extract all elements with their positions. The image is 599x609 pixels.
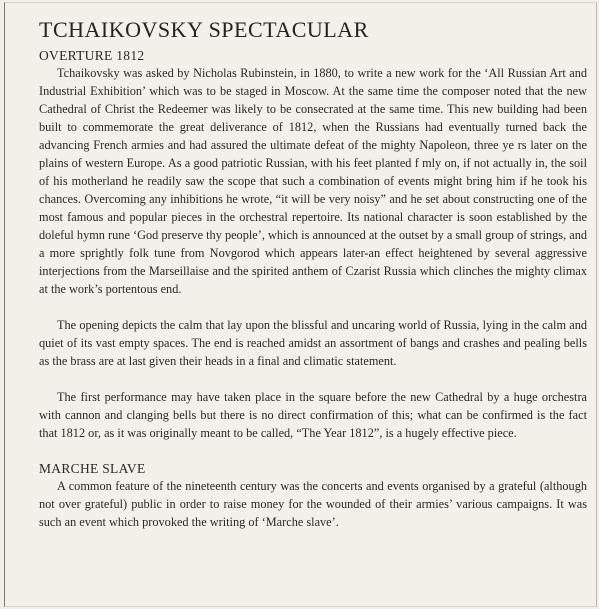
page-title: TCHAIKOVSKY SPECTACULAR	[39, 17, 369, 42]
overture-paragraph-2: The opening depicts the calm that lay upon the blissful and uncaring world of Russia, lying in the calm and quiet of its vast empty spaces. The end is reached amidst an assortment of bangs and crashes and pealing bells as the brass are at last given their heads in a final and climatic statement.	[39, 318, 587, 368]
overture-paragraph-3: The first performance may have taken place in the square before the new Cathedral by a huge orchestra with cannon and clanging bells but there is no direct confirmation of this; what can be confirmed is the fact that 1812 or, as it was originally meant to be called, “The Year 1812”, is a hugely effective piece.	[39, 390, 587, 440]
section-gap	[39, 442, 587, 460]
paragraph-gap	[39, 298, 587, 316]
paragraph-gap	[39, 370, 587, 388]
marche-slave-paragraph-1: A common feature of the nineteenth century was the concerts and events organised by a grateful (although not over grateful) public in order to raise money for the wounded of their armies’ various campaigns. It was such an event which provoked the writing of ‘Marche slave’.	[39, 479, 587, 529]
page-content	[39, 17, 587, 531]
overture-paragraph-1: Tchaikovsky was asked by Nicholas Rubinstein, in 1880, to write a new work for the ‘All Russian Art and Industrial Exhibition’ which was to be staged in Moscow. At the same time the composer noted that the new Cathedral of Christ the Redeemer was likely to be consecrated at the same time. This new building had been built to commemorate the great deliverance of 1812, when the Russians had eventually turned back the advancing French armies and had assured the ultimate defeat of the mighty Napoleon, three ye rs later on the plains of western Europe. As a good patriotic Russian, with his feet planted f mly on, if not actually in, the soil of his motherland he readily saw the scope that such a combination of events might bring him if he took his chances. Overcoming any inhibitions he wrote, “it will be very noisy” and he set about constructing one of the most famous and popular pieces in the orchestral repertoire. Its national character is soon established by the doleful hymn rune ‘God preserve thy people’, which is announced at the outset by a small group of strings, and a more sprightly folk tune from Novgorod which appears later-an effect heightened by several aggressive interjections from the Marseillaise and the spirited anthem of Czarist Russia which clinches the mighty climax at the work’s portentous end.	[39, 66, 587, 296]
section-heading-overture-1812: OVERTURE 1812	[39, 48, 145, 63]
section-heading-marche-slave: MARCHE SLAVE	[39, 461, 146, 476]
booklet-page	[4, 2, 597, 607]
